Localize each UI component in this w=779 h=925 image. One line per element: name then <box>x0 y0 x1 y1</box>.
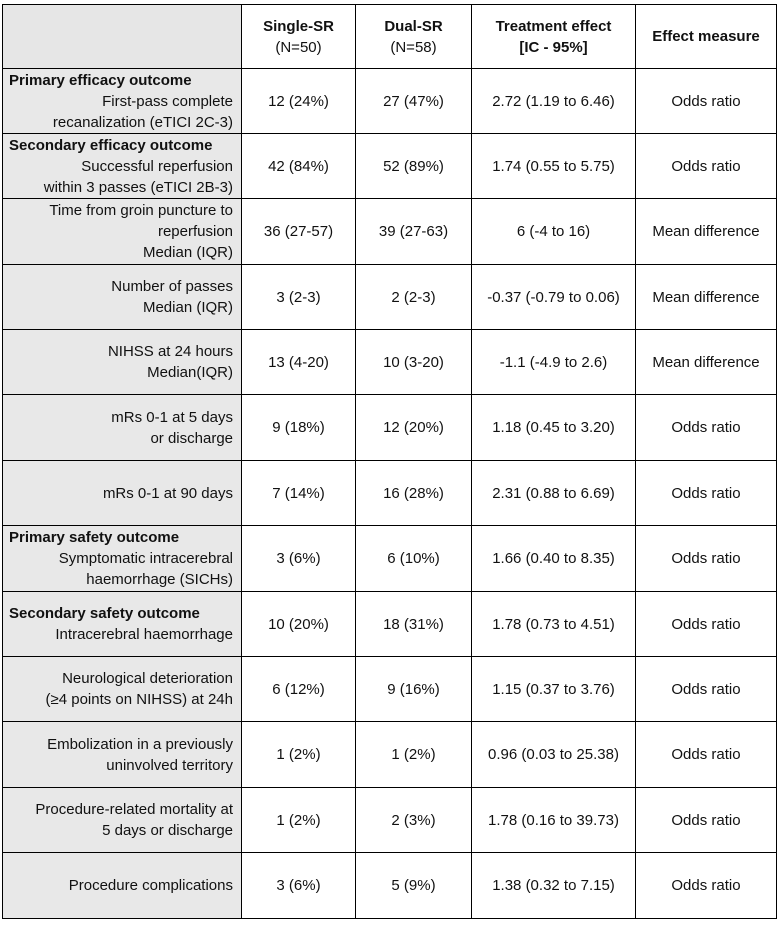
effect-measure-value: Odds ratio <box>636 853 777 919</box>
dual-sr-value: 5 (9%) <box>356 853 472 919</box>
table-body <box>3 69 777 919</box>
outcome-label-line: reperfusion <box>157 223 233 240</box>
single-sr-value: 1 (2%) <box>242 788 356 853</box>
effect-measure-value: Odds ratio <box>636 134 777 199</box>
outcome-label-line: Median(IQR) <box>147 364 233 381</box>
outcome-label-line: or discharge <box>150 429 233 447</box>
outcome-label-line: First-pass complete <box>102 92 233 110</box>
header-treatment-effect <box>472 5 636 69</box>
effect-measure-value: Odds ratio <box>636 592 777 657</box>
single-sr-value: 10 (20%) <box>242 592 356 657</box>
single-sr-value: 13 (4-20) <box>242 330 356 395</box>
treatment-effect-value: 1.15 (0.37 to 3.76) <box>472 657 636 722</box>
outcome-label-line: mRs 0-1 at 90 days <box>102 484 233 502</box>
dual-sr-value: 12 (20%) <box>356 395 472 461</box>
header-dual-sr <box>356 5 472 69</box>
effect-measure-value: Odds ratio <box>636 395 777 461</box>
table-row <box>3 853 777 919</box>
treatment-effect-value: 6 (-4 to 16) <box>472 199 636 265</box>
dual-sr-value: 27 (47%) <box>356 69 472 134</box>
table-row <box>3 199 777 265</box>
outcome-label-line: (≥4 points on NIHSS) at 24h <box>45 691 233 708</box>
single-sr-value: 6 (12%) <box>242 657 356 722</box>
treatment-effect-value: 1.18 (0.45 to 3.20) <box>472 395 636 461</box>
table-row <box>3 592 777 657</box>
outcome-label-cell <box>3 657 242 722</box>
outcome-label-line: Neurological deterioration <box>62 670 233 687</box>
effect-measure-value: Odds ratio <box>636 788 777 853</box>
outcome-label-cell <box>3 69 242 134</box>
dual-sr-value: 1 (2%) <box>356 722 472 788</box>
effect-measure-value: Mean difference <box>636 330 777 395</box>
outcome-label-line: NIHSS at 24 hours <box>107 343 233 360</box>
effect-measure-value: Odds ratio <box>636 461 777 526</box>
dual-sr-value: 16 (28%) <box>356 461 472 526</box>
single-sr-value: 7 (14%) <box>242 461 356 526</box>
table-row <box>3 461 777 526</box>
treatment-effect-value: 1.78 (0.16 to 39.73) <box>472 788 636 853</box>
effect-measure-value: Mean difference <box>636 199 777 265</box>
treatment-effect-value: 1.74 (0.55 to 5.75) <box>472 134 636 199</box>
single-sr-value: 12 (24%) <box>242 69 356 134</box>
outcome-label-cell <box>3 330 242 395</box>
outcome-label-line: haemorrhage (SICHs) <box>86 571 233 588</box>
treatment-effect-value: 1.38 (0.32 to 7.15) <box>472 853 636 919</box>
section-heading: Secondary efficacy outcome <box>9 136 213 154</box>
table-row <box>3 69 777 134</box>
treatment-effect-value: 1.78 (0.73 to 4.51) <box>472 592 636 657</box>
outcomes-table <box>2 4 777 919</box>
header-effect-measure <box>636 5 777 69</box>
dual-sr-value: 39 (27-63) <box>356 199 472 265</box>
treatment-effect-value: -1.1 (-4.9 to 2.6) <box>472 330 636 395</box>
outcome-label-line: Embolization in a previously <box>47 735 233 753</box>
table-row <box>3 330 777 395</box>
table-row <box>3 657 777 722</box>
treatment-effect-value: 2.72 (1.19 to 6.46) <box>472 69 636 134</box>
outcome-label-line: within 3 passes (eTICI 2B-3) <box>43 178 233 196</box>
table-row <box>3 265 777 330</box>
header-dual-title: Dual-SR <box>384 17 443 35</box>
outcome-label-line: Intracerebral haemorrhage <box>55 626 233 643</box>
table-row <box>3 722 777 788</box>
outcome-label-cell <box>3 265 242 330</box>
treatment-effect-value: 0.96 (0.03 to 25.38) <box>472 722 636 788</box>
section-heading: Primary safety outcome <box>9 529 180 546</box>
header-row <box>3 5 777 69</box>
outcome-label-line: mRs 0-1 at 5 days <box>111 408 233 426</box>
outcome-label-cell <box>3 395 242 461</box>
single-sr-value: 3 (6%) <box>242 853 356 919</box>
dual-sr-value: 6 (10%) <box>356 526 472 592</box>
outcome-label-cell <box>3 592 242 657</box>
effect-measure-value: Mean difference <box>636 265 777 330</box>
outcome-label-line: Procedure-related mortality at <box>35 801 233 818</box>
header-single-sr <box>242 5 356 69</box>
outcome-label-line: Number of passes <box>111 278 233 295</box>
single-sr-value: 36 (27-57) <box>242 199 356 265</box>
single-sr-value: 42 (84%) <box>242 134 356 199</box>
single-sr-value: 9 (18%) <box>242 395 356 461</box>
outcome-label-line: uninvolved territory <box>106 756 233 774</box>
outcome-label-cell <box>3 199 242 265</box>
dual-sr-value: 10 (3-20) <box>356 330 472 395</box>
outcome-label-line: recanalization (eTICI 2C-3) <box>52 113 233 131</box>
header-effect-ci: [IC - 95%] <box>519 38 588 56</box>
outcome-label-line: 5 days or discharge <box>102 822 233 839</box>
effect-measure-value: Odds ratio <box>636 722 777 788</box>
section-heading: Secondary safety outcome <box>9 605 200 622</box>
table-row <box>3 526 777 592</box>
outcome-label-line: Symptomatic intracerebral <box>58 550 233 567</box>
effect-measure-value: Odds ratio <box>636 657 777 722</box>
header-dual-n: (N=58) <box>390 38 437 56</box>
dual-sr-value: 18 (31%) <box>356 592 472 657</box>
single-sr-value: 1 (2%) <box>242 722 356 788</box>
outcome-label-cell <box>3 853 242 919</box>
outcome-label-line: Median (IQR) <box>142 244 233 261</box>
table-row <box>3 788 777 853</box>
outcome-label-cell <box>3 788 242 853</box>
dual-sr-value: 2 (2-3) <box>356 265 472 330</box>
header-effect-title: Treatment effect <box>495 17 612 35</box>
outcome-label-cell <box>3 526 242 592</box>
table-row <box>3 134 777 199</box>
outcome-label-cell <box>3 461 242 526</box>
single-sr-value: 3 (6%) <box>242 526 356 592</box>
outcome-label-line: Successful reperfusion <box>81 157 233 175</box>
outcome-label-cell <box>3 134 242 199</box>
header-measure-title: Effect measure <box>652 28 760 45</box>
outcome-label-cell <box>3 722 242 788</box>
treatment-effect-value: 2.31 (0.88 to 6.69) <box>472 461 636 526</box>
outcome-label-line: Time from groin puncture to <box>49 202 233 219</box>
header-empty-cell <box>3 5 242 69</box>
treatment-effect-value: 1.66 (0.40 to 8.35) <box>472 526 636 592</box>
treatment-effect-value: -0.37 (-0.79 to 0.06) <box>472 265 636 330</box>
header-single-n: (N=50) <box>275 38 322 56</box>
outcome-label-line: Procedure complications <box>68 877 233 894</box>
dual-sr-value: 2 (3%) <box>356 788 472 853</box>
outcome-label-line: Median (IQR) <box>142 299 233 316</box>
effect-measure-value: Odds ratio <box>636 526 777 592</box>
header-single-title: Single-SR <box>263 17 334 35</box>
effect-measure-value: Odds ratio <box>636 69 777 134</box>
single-sr-value: 3 (2-3) <box>242 265 356 330</box>
dual-sr-value: 9 (16%) <box>356 657 472 722</box>
section-heading: Primary efficacy outcome <box>9 71 192 89</box>
dual-sr-value: 52 (89%) <box>356 134 472 199</box>
table-row <box>3 395 777 461</box>
